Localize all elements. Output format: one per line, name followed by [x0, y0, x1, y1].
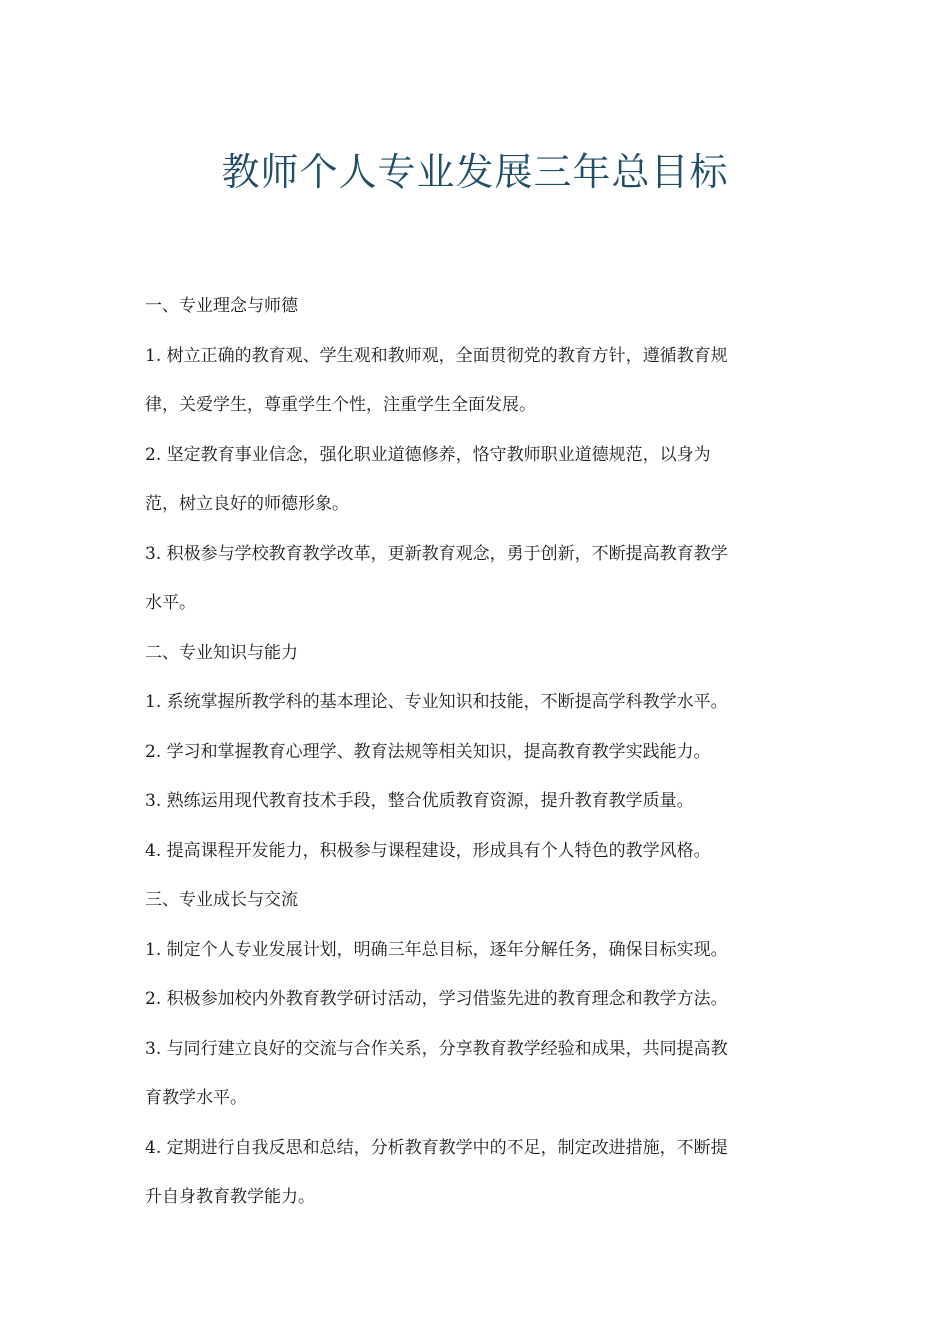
paragraph-line: 2. 学习和掌握教育心理学、教育法规等相关知识，提高教育教学实践能力。: [145, 741, 711, 762]
document-body: [145, 282, 807, 1223]
document-title: 教师个人专业发展三年总目标: [221, 150, 729, 194]
paragraph-line: 3. 与同行建立良好的交流与合作关系，分享教育教学经验和成果，共同提高教: [145, 1038, 728, 1059]
paragraph-line: 1. 制定个人专业发展计划，明确三年总目标，逐年分解任务，确保目标实现。: [145, 939, 728, 960]
paragraph-line: 范，树立良好的师德形象。: [145, 494, 349, 514]
paragraph-line: 1. 树立正确的教育观、学生观和教师观，全面贯彻党的教育方针，遵循教育规: [145, 345, 728, 366]
paragraph-line: 4. 定期进行自我反思和总结，分析教育教学中的不足，制定改进措施，不断提: [145, 1137, 728, 1158]
paragraph-line: 3. 熟练运用现代教育技术手段，整合优质教育资源，提升教育教学质量。: [145, 791, 694, 811]
section-heading-1: 一、专业理念与师德: [145, 296, 298, 316]
section-heading-2: 二、专业知识与能力: [145, 642, 298, 663]
section-heading-3: 三、专业成长与交流: [145, 890, 298, 910]
paragraph-line: 4. 提高课程开发能力，积极参与课程建设，形成具有个人特色的教学风格。: [145, 840, 711, 861]
paragraph-line: 育教学水平。: [145, 1088, 247, 1108]
paragraph-line: 律，关爱学生，尊重学生个性，注重学生全面发展。: [145, 395, 536, 415]
paragraph-line: 水平。: [145, 593, 196, 613]
paragraph-line: 升自身教育教学能力。: [145, 1187, 315, 1207]
paragraph-line: 2. 坚定教育事业信念，强化职业道德修养，恪守教师职业道德规范，以身为: [145, 444, 711, 465]
paragraph-line: 1. 系统掌握所教学科的基本理论、专业知识和技能，不断提高学科教学水平。: [145, 692, 728, 712]
paragraph-line: 2. 积极参加校内外教育教学研讨活动，学习借鉴先进的教育理念和教学方法。: [145, 989, 728, 1009]
paragraph-line: 3. 积极参与学校教育教学改革，更新教育观念，勇于创新，不断提高教育教学: [145, 543, 728, 564]
